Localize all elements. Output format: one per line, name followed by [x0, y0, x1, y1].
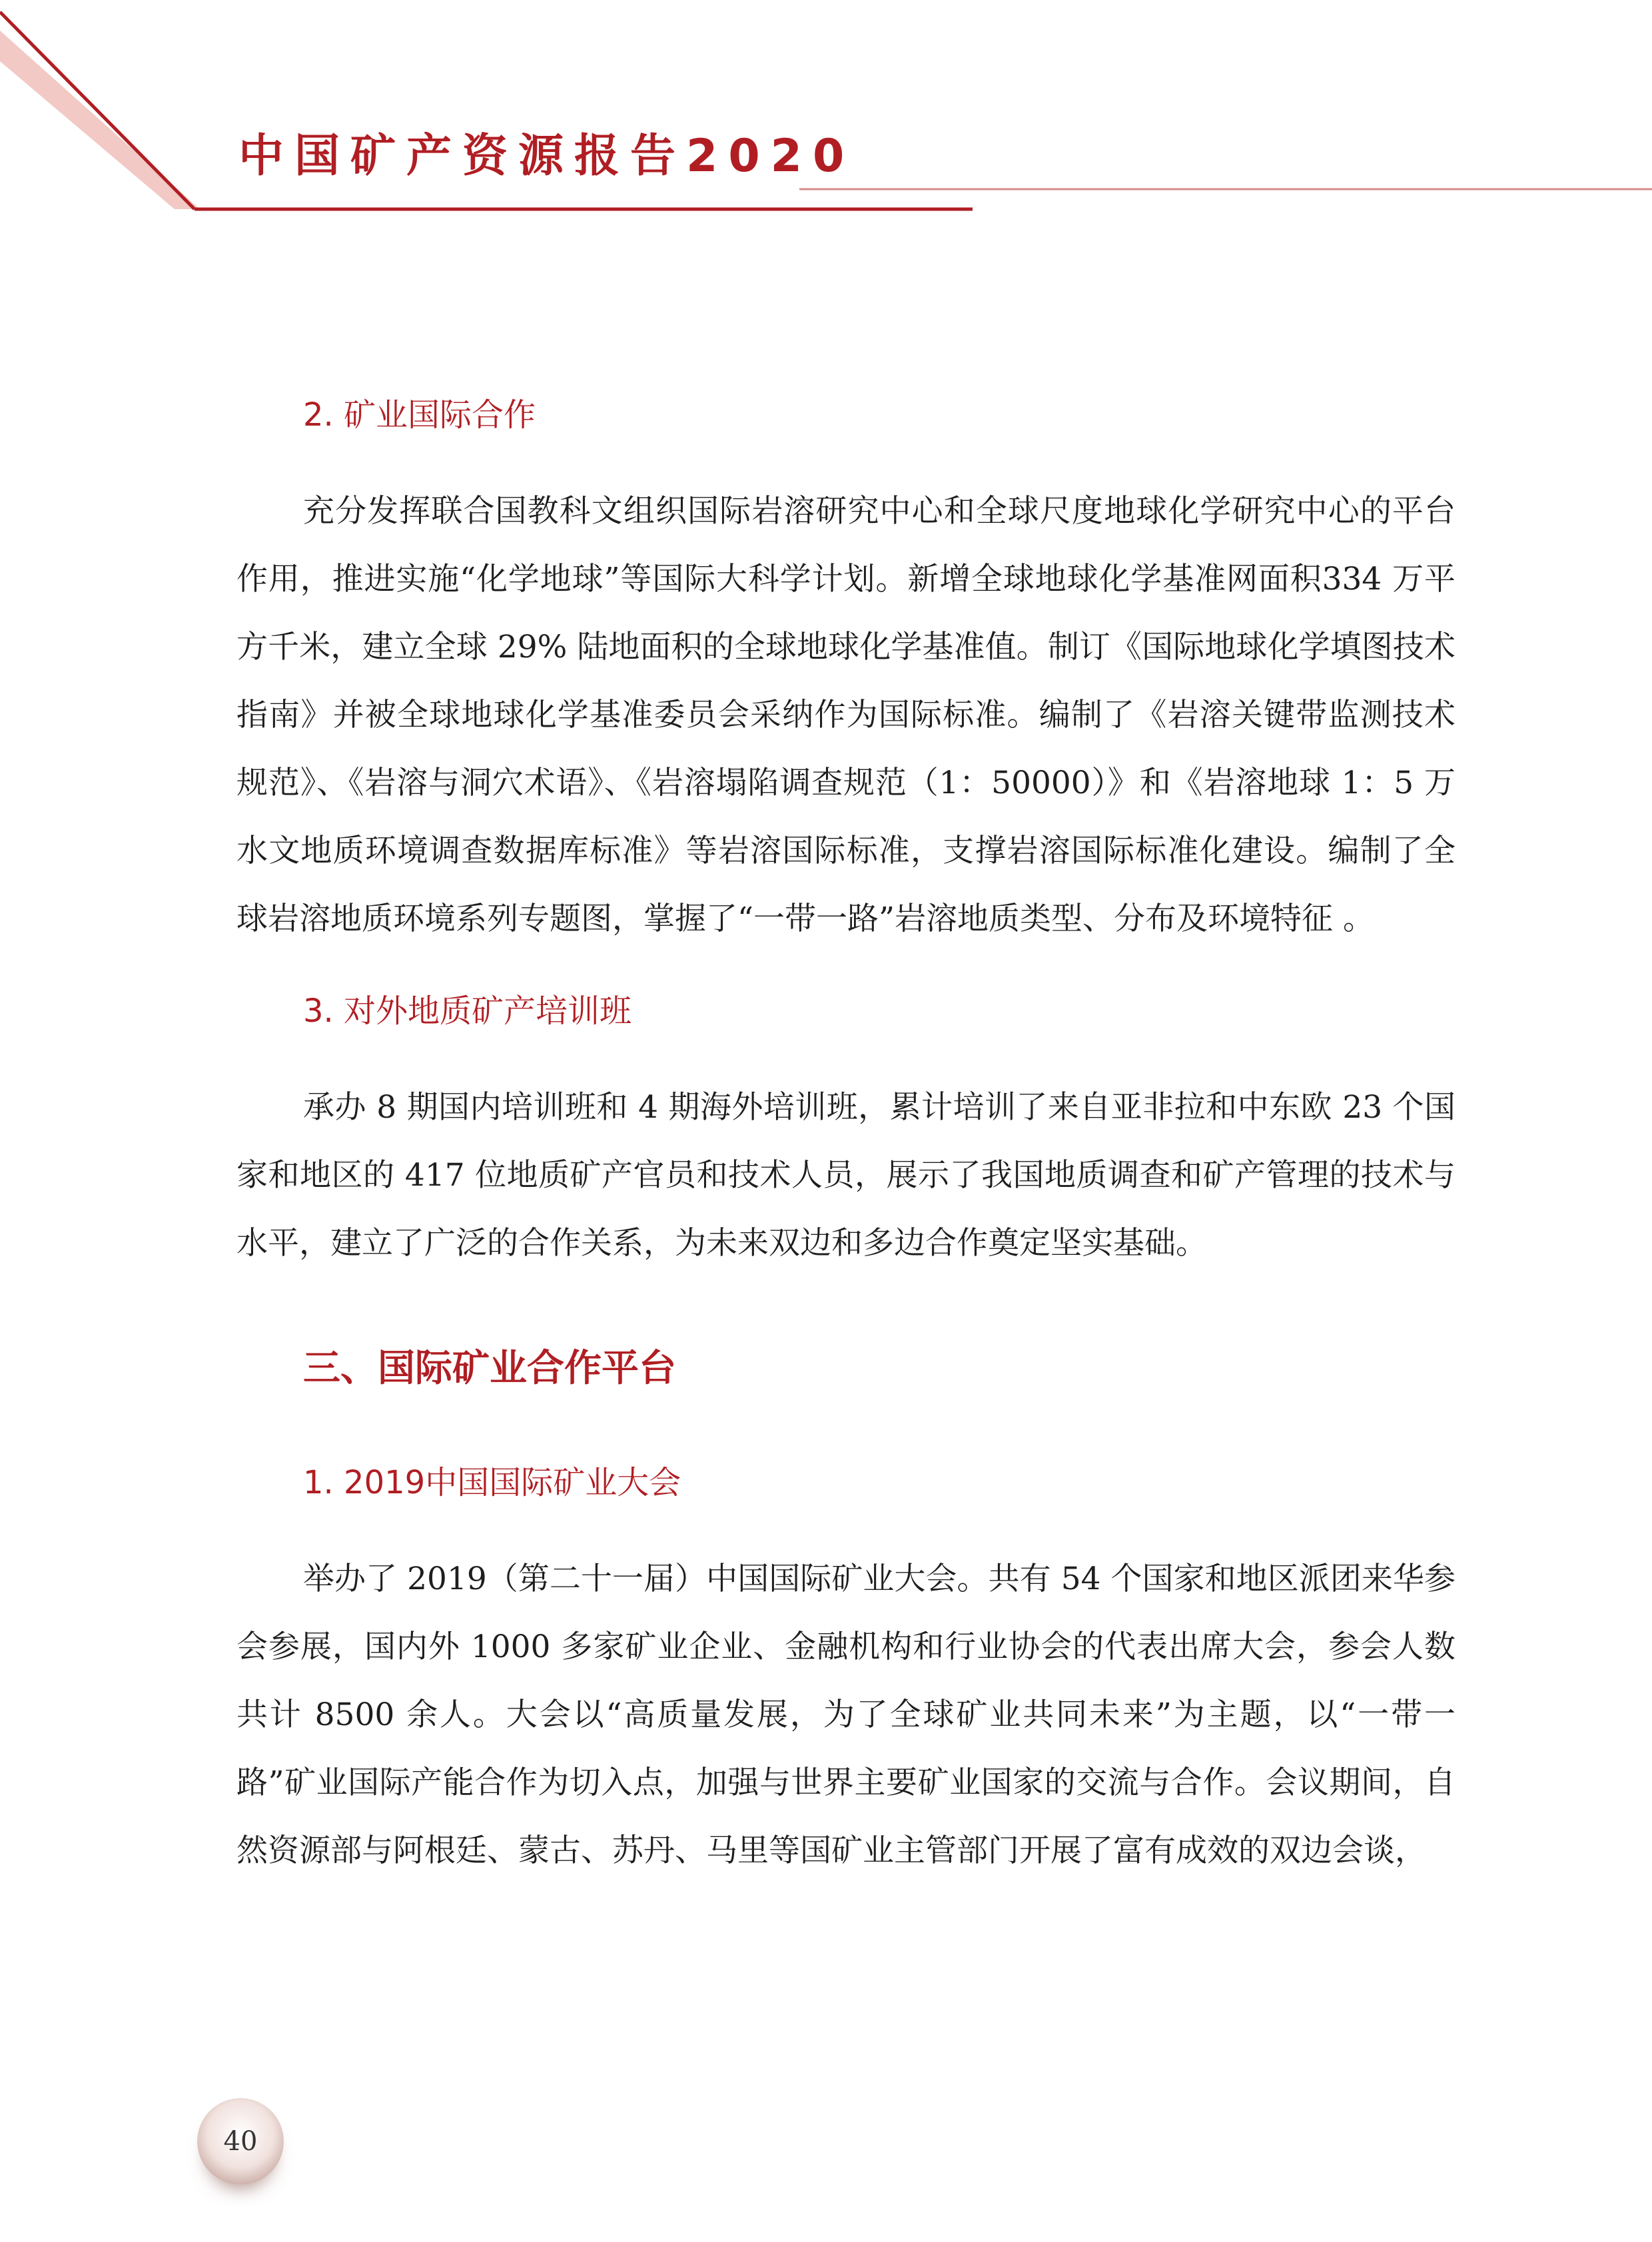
header-decoration: [0, 0, 1652, 226]
paragraph-training: 承办 8 期国内培训班和 4 期海外培训班，累计培训了来自亚非拉和中东欧 23 个国家和地区的 417 位地质矿产官员和技术人员，展示了我国地质调查和矿产管理的技术与水平，建立了广泛的合作关系，为未来双边和多边合作奠定坚实基础。: [236, 1089, 1455, 1262]
header-diagonal-line: [0, 12, 195, 209]
heading-training: 3. 对外地质矿产培训班: [303, 992, 632, 1030]
page-number: 40: [223, 2126, 258, 2157]
heading-mining-conference: 1. 2019中国国际矿业大会: [303, 1463, 681, 1501]
report-title: 中国矿产资源报告2020: [238, 130, 855, 183]
paragraph-mining-conference: 举办了 2019（第二十一届）中国国际矿业大会。共有 54 个国家和地区派团来华参会参展，国内外 1000 多家矿业企业、金融机构和行业协会的代表出席大会，参会人数共计 8500 余人。大会以“高质量发展，为了全球矿业共同未来”为主题，以“一带一路”矿业国际产能合作为切入点，加强与世界主要矿业国家的交流与合作。会议期间，自然资源部与阿根廷、蒙古、苏丹、马里等国矿业主管部门开展了富有成效的双边会谈，: [236, 1560, 1455, 1869]
heading-cooperation-platform: 三、国际矿业合作平台: [303, 1347, 676, 1391]
heading-intl-cooperation: 2. 矿业国际合作: [303, 396, 536, 434]
main-content: [236, 393, 1455, 1885]
paragraph-intl-cooperation: 充分发挥联合国教科文组织国际岩溶研究中心和全球尺度地球化学研究中心的平台作用，推进实施“化学地球”等国际大科学计划。新增全球地球化学基准网面积334 万平方千米，建立全球 29% 陆地面积的全球地球化学基准值。制订《国际地球化学填图技术指南》并被全球地球化学基准委员会采纳作为国际标准。编制了《岩溶关键带监测技术规范》、《岩溶与洞穴术语》、《岩溶塌陷调查规范（1：50000）》和《岩溶地球 1：5 万水文地质环境调查数据库标准》等岩溶国际标准，支撑岩溶国际标准化建设。编制了全球岩溶地质环境系列专题图，掌握了“一带一路”岩溶地质类型、分布及环境特征 。: [236, 493, 1455, 938]
page-number-badge: [197, 2098, 284, 2185]
